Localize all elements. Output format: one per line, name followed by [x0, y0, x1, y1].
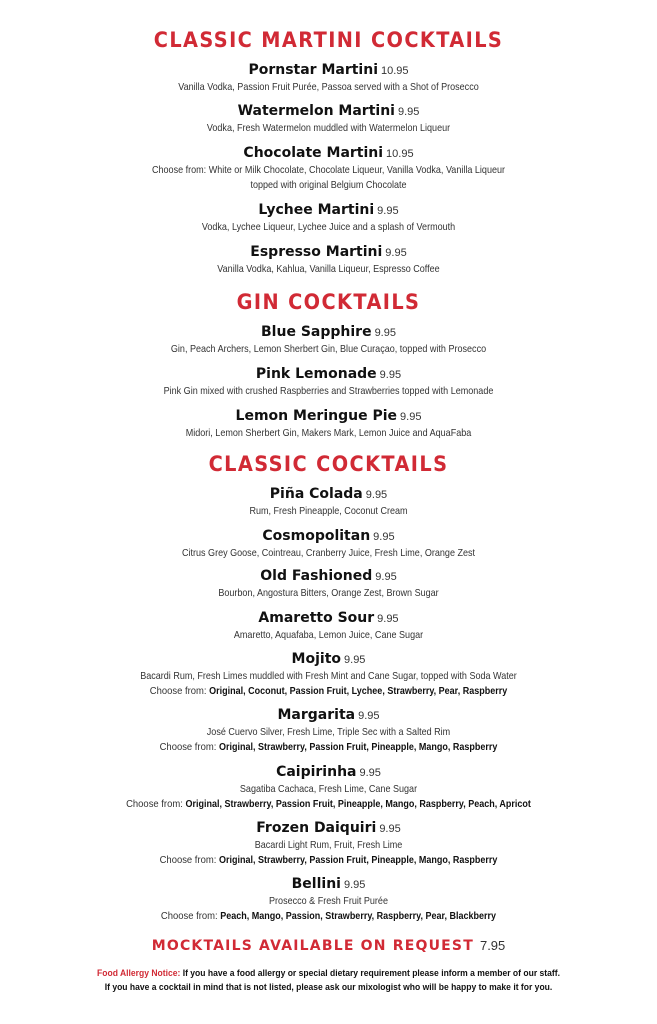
item-description: Prosecco & Fresh Fruit Purée	[269, 895, 388, 907]
mocktails-price: 7.95	[479, 938, 506, 953]
menu-item	[0, 527, 657, 561]
choose-label: Choose from:	[159, 854, 217, 866]
choose-options: Peach, Mango, Passion, Strawberry, Raspberry, Pear, Blackberry	[220, 911, 497, 922]
menu-item	[0, 102, 657, 136]
item-description: José Cuervo Silver, Fresh Lime, Triple Sec with a Salted Rim	[206, 726, 451, 738]
item-description: Citrus Grey Goose, Cointreau, Cranberry Juice, Fresh Lime, Orange Zest	[181, 547, 476, 559]
choose-label: Choose from:	[126, 798, 183, 810]
item-description: Gin, Peach Archers, Lemon Sherbert Gin, Blue Curaçao, topped with Prosecco	[170, 343, 487, 355]
item-description: Rum, Fresh Pineapple, Coconut Cream	[249, 505, 408, 517]
item-price: 9.95	[374, 327, 396, 339]
choose-from	[33, 684, 624, 699]
item-price: 9.95	[343, 879, 366, 891]
menu-item	[0, 650, 657, 699]
section-gin	[0, 289, 657, 315]
section-classic-martini	[0, 27, 657, 53]
notice-label: Food Allergy Notice:	[97, 968, 181, 979]
item-name: Pornstar Martini	[248, 62, 378, 78]
menu-item	[0, 706, 657, 755]
item-description: Bacardi Light Rum, Fruit, Fresh Lime	[254, 839, 403, 851]
choose-from	[33, 909, 624, 924]
item-name: Margarita	[277, 707, 356, 723]
section-title: GIN COCKTAILS	[236, 290, 421, 314]
item-name: Lemon Meringue Pie	[235, 408, 398, 424]
item-description: Vanilla Vodka, Passion Fruit Purée, Passoa served with a Shot of Prosecco	[178, 81, 479, 93]
menu-item	[0, 763, 657, 812]
menu-item	[0, 243, 657, 277]
allergy-notice	[0, 967, 657, 995]
item-name: Bellini	[291, 876, 341, 892]
item-price: 9.95	[359, 767, 381, 779]
item-name: Old Fashioned	[260, 568, 373, 584]
item-description: Vodka, Lychee Liqueur, Lychee Juice and a splash of Vermouth	[201, 221, 456, 233]
menu-item	[0, 323, 657, 357]
item-name: Watermelon Martini	[237, 103, 395, 119]
choose-from	[33, 740, 624, 755]
item-name: Blue Sapphire	[261, 324, 372, 340]
menu-item	[0, 485, 657, 519]
item-description: Vanilla Vodka, Kahlua, Vanilla Liqueur, Espresso Coffee	[217, 263, 440, 275]
item-price: 9.95	[377, 613, 399, 625]
item-name: Frozen Daiquiri	[256, 820, 377, 836]
choose-options: Original, Strawberry, Passion Fruit, Pineapple, Mango, Raspberry	[218, 855, 498, 866]
choose-options: Original, Strawberry, Passion Fruit, Pineapple, Mango, Raspberry, Peach, Apricot	[185, 799, 531, 810]
menu-item	[0, 609, 657, 643]
item-name: Caipirinha	[276, 764, 357, 780]
item-name: Pink Lemonade	[255, 366, 377, 382]
item-name: Cosmopolitan	[262, 528, 371, 544]
item-name: Espresso Martini	[250, 244, 383, 260]
section-title: CLASSIC COCKTAILS	[208, 452, 449, 476]
item-description: topped with original Belgium Chocolate	[250, 179, 407, 191]
item-description: Bacardi Rum, Fresh Limes muddled with Fresh Mint and Cane Sugar, topped with Soda Water	[140, 670, 517, 682]
item-price: 9.95	[379, 823, 401, 835]
notice-line-1	[33, 967, 624, 981]
menu-item	[0, 365, 657, 399]
mocktails-label: MOCKTAILS AVAILABLE ON REQUEST	[151, 938, 474, 954]
notice-text: If you have a food allergy or special dietary requirement please inform a member of our staff.	[182, 968, 560, 979]
choose-label: Choose from:	[149, 685, 207, 697]
item-description: Pink Gin mixed with crushed Raspberries and Strawberries topped with Lemonade	[163, 385, 494, 397]
item-price: 9.95	[358, 710, 380, 722]
choose-label: Choose from:	[159, 741, 217, 753]
section-classic	[0, 451, 657, 477]
item-price: 9.95	[344, 654, 366, 666]
item-description: Midori, Lemon Sherbert Gin, Makers Mark, Lemon Juice and AquaFaba	[185, 427, 472, 439]
item-price: 9.95	[377, 205, 399, 217]
menu-item	[0, 819, 657, 868]
item-name: Mojito	[291, 651, 342, 667]
item-description: Vodka, Fresh Watermelon muddled with Watermelon Liqueur	[206, 122, 451, 134]
item-name: Lychee Martini	[258, 202, 375, 218]
item-price: 9.95	[375, 571, 397, 583]
menu-item	[0, 61, 657, 95]
menu-item	[0, 201, 657, 235]
menu-item	[0, 567, 657, 601]
notice-line-2: If you have a cocktail in mind that is not listed, please ask our mixologist who will be happy to make it for you.	[104, 982, 553, 993]
item-price: 9.95	[373, 531, 395, 543]
item-price: 9.95	[400, 411, 422, 423]
item-description: Choose from: White or Milk Chocolate, Chocolate Liqueur, Vanilla Vodka, Vanilla Liqueur	[151, 164, 506, 176]
item-name: Amaretto Sour	[258, 610, 375, 626]
item-price: 10.95	[386, 148, 414, 160]
item-price: 9.95	[385, 247, 407, 259]
item-name: Chocolate Martini	[243, 145, 384, 161]
menu-item	[0, 407, 657, 441]
section-title: CLASSIC MARTINI COCKTAILS	[153, 28, 504, 52]
choose-options: Original, Strawberry, Passion Fruit, Pineapple, Mango, Raspberry	[218, 742, 498, 753]
item-description: Bourbon, Angostura Bitters, Orange Zest, Brown Sugar	[218, 587, 439, 599]
item-description: Amaretto, Aquafaba, Lemon Juice, Cane Sugar	[233, 629, 424, 641]
item-price: 9.95	[379, 369, 402, 381]
item-description: Sagatiba Cachaca, Fresh Lime, Cane Sugar	[239, 783, 418, 795]
menu-item	[0, 144, 657, 193]
mocktails-line	[0, 936, 657, 956]
item-name: Piña Colada	[269, 486, 363, 502]
choose-from	[33, 797, 624, 812]
choose-label: Choose from:	[160, 910, 218, 922]
item-price: 9.95	[365, 489, 388, 501]
choose-options: Original, Coconut, Passion Fruit, Lychee, Strawberry, Pear, Raspberry	[209, 686, 508, 697]
choose-from	[33, 853, 624, 868]
item-price: 10.95	[381, 65, 409, 77]
menu-item	[0, 875, 657, 924]
item-price: 9.95	[397, 106, 420, 118]
